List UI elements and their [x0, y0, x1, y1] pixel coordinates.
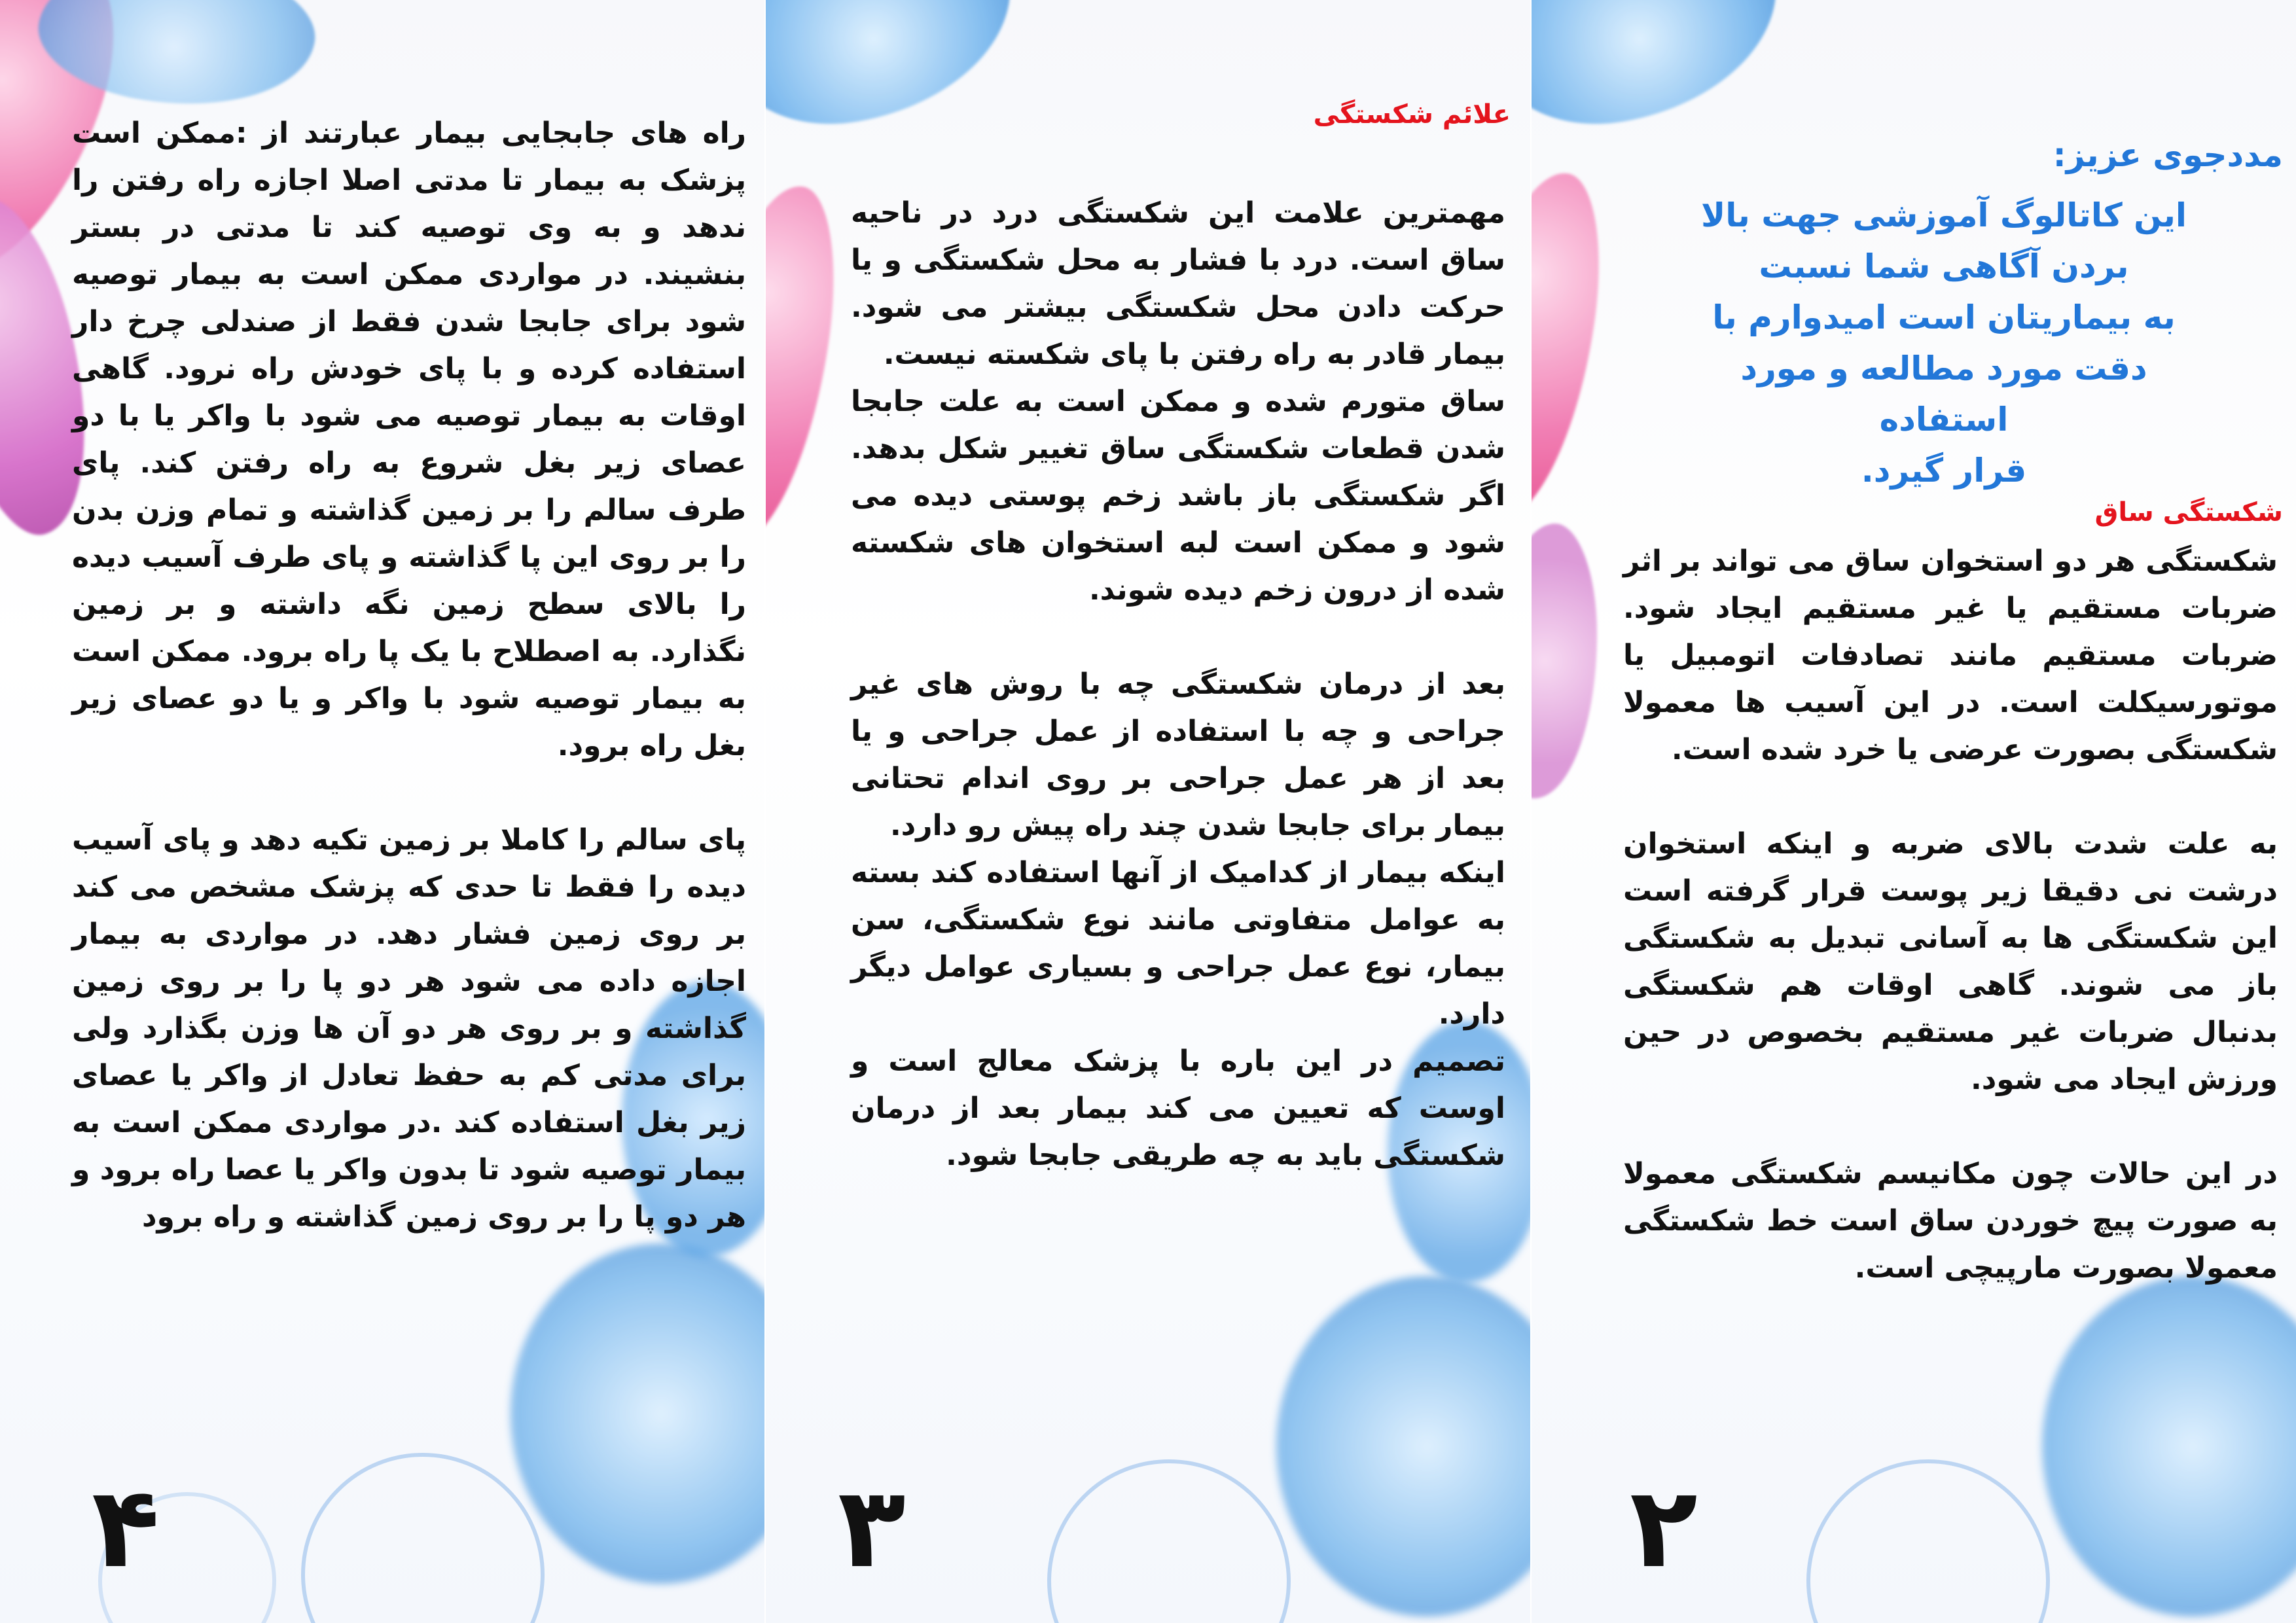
paragraph: شکستگی هر دو استخوان ساق می تواند بر اثر ضربات مستقیم یا غیر مستقیم ایجاد شود. ضربات مستقیم مانند تصادفات اتومبیل یا موتورسیکلت است. در این آسیب ها معمولا شکستگی بصورت عرضی یا خرد شده است. [1623, 544, 2278, 766]
petal-shape [766, 177, 850, 556]
flower-decoration-bottom-right [511, 1243, 764, 1584]
petal-shape [1532, 524, 1597, 798]
page-4-body [72, 110, 746, 1288]
greeting-heading: مددجوی عزیز: [2053, 136, 2283, 174]
flower-decoration-top-left [766, 0, 1030, 141]
swirl-decoration [1047, 1459, 1291, 1623]
page-2-panel [1532, 0, 2296, 1623]
paragraph: پای سالم را کاملا بر زمین تکیه دهد و پای آسیب دیده را فقط تا حدی که پزشک مشخص می کند بر روی زمین فشار دهد. در مواردی به بیمار اجازه داده می شود هر دو پا را بر روی زمین گذاشته و بر روی هر دو آن ها وزن بگذارد ولی برای مدتی کم به حفظ تعادل از واکر یا عصای زیر بغل استفاده کند .در مواردی ممکن است به بیمار توصیه شود تا بدون واکر یا عصا راه برود و هر دو پا را بر روی زمین گذاشته و راه برود [72, 823, 746, 1234]
paragraph: به علت شدت بالای ضربه و اینکه استخوان درشت نی دقیقا زیر پوست قرار گرفته است این شکستگی ها به آسانی تبدیل به شکستگی باز می شوند. گاهی اوقات هم شکستگی بدنبال ضربات غیر مستقیم بخصوص در حین ورزش ایجاد می شود. [1623, 827, 2278, 1096]
paragraph: در این حالات چون مکانیسم شکستگی معمولا به صورت پیچ خوردن ساق است خط شکستگی معمولا بصورت مارپیچی است. [1623, 1157, 2278, 1285]
flower-decoration-bottom-right [1276, 1276, 1530, 1616]
petal-shape [1532, 164, 1615, 530]
section-heading: شکستگی ساق [2094, 497, 2283, 527]
paragraph: راه های جابجایی بیمار عبارتند از :ممکن است پزشک به بیمار تا مدتی اصلا اجازه راه رفتن را ندهد و به وی توصیه کند تا مدتی در بستر بنشیند. در مواردی ممکن است به بیمار توصیه شود برای جابجا شدن فقط از صندلی چرخ دار استفاده کرده و با پای خودش راه نرود. گاهی اوقات به بیمار توصیه می شود با واکر یا با دو عصای زیر بغل شروع به راه رفتن کند. پای طرف سالم را بر زمین گذاشته و تمام وزن بدن را بر روی این پا گذاشته و پای طرف آسیب دیده را بالای سطح زمین نگه داشته و بر زمین نگذارد. به اصطلاح با یک پا راه برود. ممکن است به بیمار توصیه شود با واکر و یا دو عصای زیر بغل راه برود. [72, 116, 746, 762]
section-heading: علائم شکستگی [1313, 99, 1511, 130]
page-number: ۲ [1630, 1463, 1698, 1593]
page-4-panel [0, 0, 764, 1623]
swirl-decoration [301, 1453, 545, 1623]
flower-decoration-top-left [1532, 0, 1795, 141]
page-3-body [851, 190, 1505, 1226]
page-number: ۳ [838, 1463, 906, 1593]
page-3-panel [766, 0, 1530, 1623]
swirl-decoration [1806, 1459, 2050, 1623]
paragraph: بعد از درمان شکستگی چه با روش های غیر جراحی و چه با استفاده از عمل جراحی و یا بعد از هر عمل جراحی بر روی اندام تحتانی بیمار برای جابجا شدن چند راه پیش رو دارد. اینکه بیمار از کدامیک از آنها استفاده کند بسته به عوامل متفاوتی مانند نوع شکستگی، سن بیمار، نوع عمل جراحی و بسیاری عوامل دیگر دارد. تصمیم در این باره با پزشک معالج است و اوست که تعیین می کند بیمار بعد از درمان شکستگی باید به چه طریقی جابجا شود. [851, 668, 1505, 1172]
page-2-body [1623, 538, 2278, 1339]
paragraph: مهمترین علامت این شکستگی درد در ناحیه ساق است. درد با فشار به محل شکستگی و یا حرکت دادن محل شکستگی بیشتر می شود. بیمار قادر به راه رفتن با پای شکسته نیست. ساق متورم شده و ممکن است به علت جابجا شدن قطعات شکستگی ساق تغییر شکل بدهد. اگر شکستگی باز باشد زخم پوستی دیده می شود و ممکن است لبه استخوان های شکسته شده از درون زخم دیده شوند. [851, 196, 1505, 607]
page-number: ۴ [92, 1463, 160, 1593]
intro-message: این کاتالوگ آموزشی جهت بالا بردن آگاهی شما نسبت به بیماریتان است امیدوارم با دقت مورد مطالعه و مورد استفاده قرار گیرد. [1701, 196, 2187, 490]
